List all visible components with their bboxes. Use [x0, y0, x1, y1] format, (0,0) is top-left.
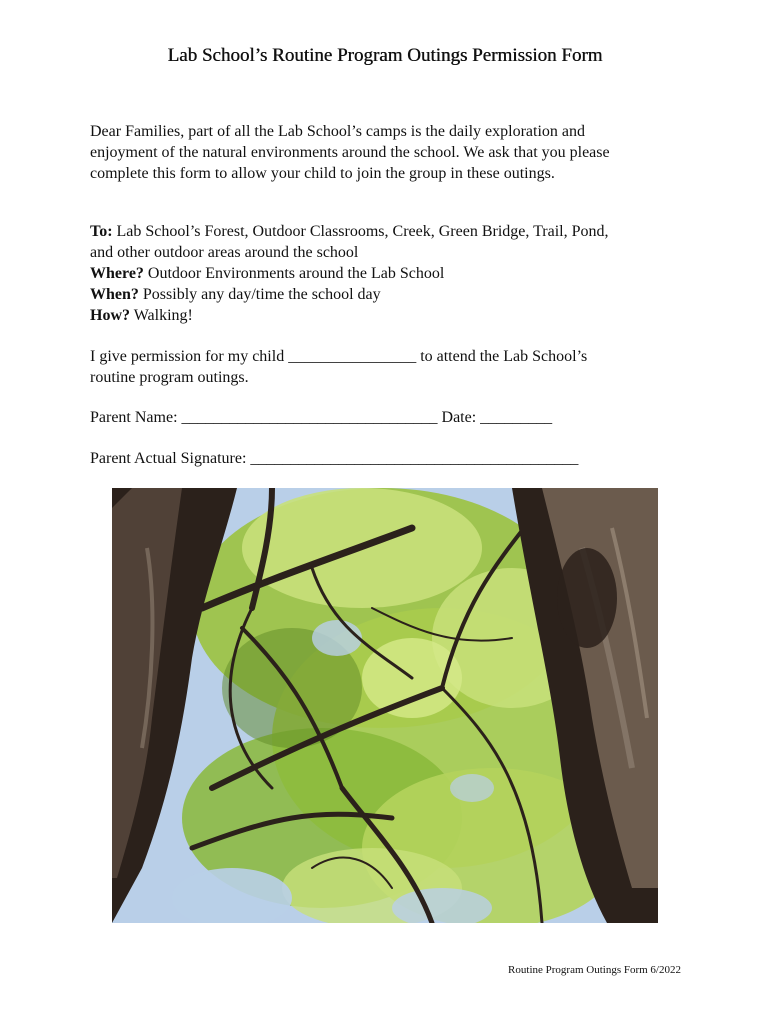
form-title: Lab School’s Routine Program Outings Permission Form [167, 45, 603, 66]
how-value: Walking! [130, 307, 193, 324]
permission-statement [90, 346, 690, 388]
intro-line-1: Dear Families, part of all the Lab School’s camps is the daily exploration and [90, 123, 585, 140]
where-value: Outdoor Environments around the Lab School [143, 265, 445, 282]
intro-line-2: enjoyment of the natural environments around the school. We ask that you please [90, 144, 610, 161]
parent-name-date-field[interactable]: Parent Name: ________________________________ Date: _________ [90, 409, 553, 426]
tree-canopy-illustration [112, 488, 658, 923]
to-label: To: [90, 223, 113, 240]
signature-field[interactable]: Parent Actual Signature: _________________________________________ [90, 450, 579, 467]
outing-details [90, 221, 690, 326]
how-line [90, 305, 690, 326]
when-label: When? [90, 286, 139, 303]
form-footer: Routine Program Outings Form 6/2022 [508, 964, 681, 976]
where-label: Where? [90, 265, 144, 282]
permission-line-2: routine program outings. [90, 369, 249, 386]
when-line [90, 284, 690, 305]
child-name-field[interactable]: I give permission for my child ________________ to attend the Lab School’s [90, 348, 588, 365]
to-line-continued: and other outdoor areas around the school [90, 244, 359, 261]
when-value: Possibly any day/time the school day [138, 286, 381, 303]
tree-canopy-photo [112, 488, 658, 923]
intro-paragraph [90, 121, 690, 184]
where-line [90, 263, 690, 284]
to-line [90, 221, 690, 242]
how-label: How? [90, 307, 130, 324]
to-value: Lab School’s Forest, Outdoor Classrooms, Creek, Green Bridge, Trail, Pond, [112, 223, 609, 240]
intro-line-3: complete this form to allow your child to join the group in these outings. [90, 165, 555, 182]
